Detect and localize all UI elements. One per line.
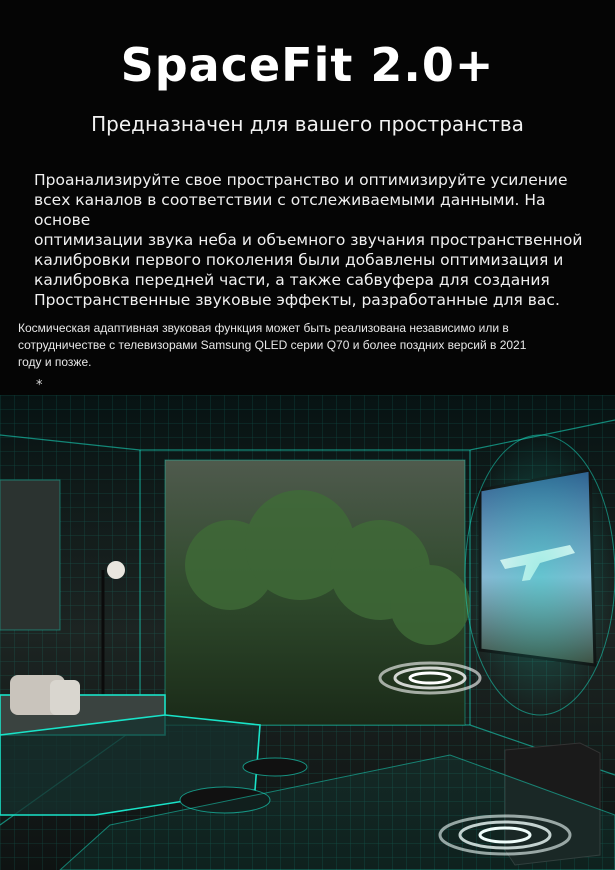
description-line: всех каналов в соответствии с отслеживаемыми данными. На основе — [34, 191, 546, 229]
description-line: Пространственные звуковые эффекты, разработанные для вас. — [34, 291, 560, 309]
footnote-line: Космическая адаптивная звуковая функция может быть реализована независимо или в — [18, 321, 509, 335]
footnote-paragraph — [18, 320, 588, 371]
wall-picture — [0, 480, 60, 630]
footnote-marker: * — [36, 378, 43, 393]
description-paragraph — [34, 170, 594, 310]
description-line: оптимизации звука неба и объемного звучания пространственной — [34, 231, 583, 249]
product-subtitle: Предназначен для вашего пространства — [91, 112, 524, 136]
product-title: SpaceFit 2.0+ — [120, 38, 495, 92]
lamp-bulb — [107, 561, 125, 579]
footnote-line: году и позже. — [18, 355, 92, 369]
description-line: калибровки первого поколения были добавлены оптимизация и — [34, 251, 564, 269]
footnote-line: сотрудничестве с телевизорами Samsung QLED серии Q70 и более поздних версий в 2021 — [18, 338, 527, 352]
description-line: калибровка передней части, а также сабвуфера для создания — [34, 271, 550, 289]
living-room-illustration — [0, 395, 615, 870]
description-line: Проанализируйте свое пространство и оптимизируйте усиление — [34, 171, 568, 189]
